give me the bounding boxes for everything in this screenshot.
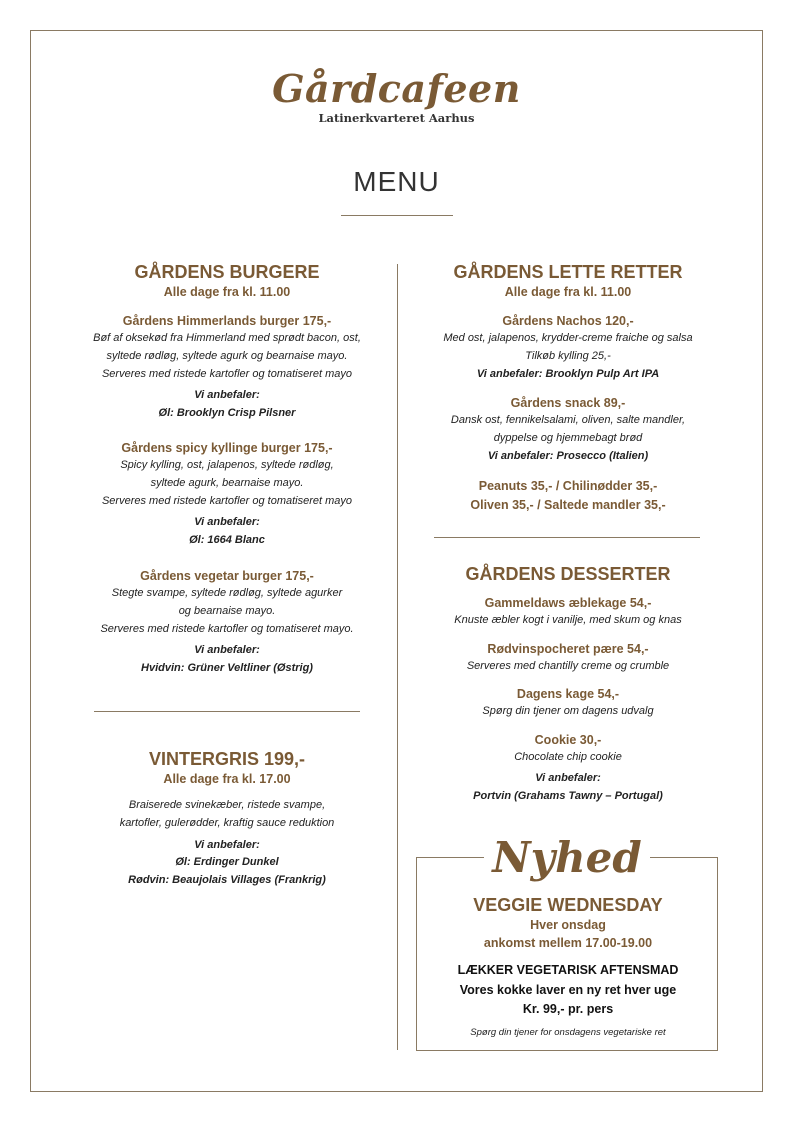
menu-title: MENU — [353, 166, 440, 197]
desserts-heading: GÅRDENS DESSERTER — [465, 564, 671, 584]
menu-title-rule — [341, 215, 453, 216]
brand-logo: Gårdcafeen — [272, 66, 521, 111]
veggie-price: Kr. 99,- pr. pers — [522, 1002, 614, 1016]
desserts-heading-wrap — [418, 563, 718, 585]
item-desc-line: Dansk ost, fennikelsalami, oliven, salte mandler, — [450, 414, 686, 426]
item-name: Rødvinspocheret pære 54,- — [487, 642, 649, 656]
item-desc: Chocolate chip cookie — [514, 751, 622, 763]
light-item-snack — [418, 394, 718, 465]
dessert-item — [418, 640, 718, 676]
vintergris-section — [74, 748, 380, 890]
item-desc-line: dyppelse og hjemmebagt brød — [493, 431, 643, 444]
burger-desc-line: syltede agurk, bearnaise mayo. — [150, 476, 304, 489]
item-name: Cookie 30,- — [534, 733, 602, 747]
nyhed-title: Nyhed — [492, 833, 642, 882]
extras-line: Oliven 35,- / Saltede mandler 35,- — [470, 498, 666, 512]
dessert-item — [418, 594, 718, 630]
recommend-value: Hvidvin: Grüner Veltliner (Østrig) — [141, 662, 313, 675]
recommend-label: Vi anbefaler: — [194, 838, 260, 851]
item-desc: Spørg din tjener om dagens udvalg — [482, 705, 654, 717]
item-desc: Serveres med chantilly creme og crumble — [466, 660, 670, 672]
veggie-line: LÆKKER VEGETARISK AFTENSMAD — [457, 963, 679, 977]
item-name: Gårdens snack 89,- — [510, 396, 626, 410]
light-heading: GÅRDENS LETTE RETTER — [453, 262, 683, 282]
veggie-wednesday — [418, 894, 718, 1040]
item-desc-line: Tilkøb kylling 25,- — [525, 349, 611, 362]
burger-desc-line: Serveres med ristede kartofler og tomatiseret mayo — [101, 367, 353, 380]
burger-item — [74, 312, 380, 423]
recommend-value: Øl: Erdinger Dunkel — [175, 856, 279, 869]
recommend-value: Portvin (Grahams Tawny – Portugal) — [473, 789, 663, 802]
item-name: Dagens kage 54,- — [516, 687, 620, 701]
light-item-nachos — [418, 312, 718, 383]
burger-desc-line: Serveres med ristede kartofler og tomatiseret mayo. — [100, 622, 354, 635]
light-section — [418, 261, 718, 301]
vintergris-hours: Alle dage fra kl. 17.00 — [163, 772, 291, 786]
burger-item — [74, 567, 380, 678]
section-divider — [94, 711, 360, 712]
dessert-item — [418, 731, 718, 805]
column-divider — [397, 264, 398, 1050]
recommend-value: Øl: 1664 Blanc — [189, 534, 265, 547]
burger-desc-line: Spicy kylling, ost, jalapenos, syltede rødløg, — [120, 459, 334, 471]
burger-item — [74, 439, 380, 550]
burger-desc-line: og bearnaise mayo. — [178, 604, 276, 617]
burger-name: Gårdens vegetar burger 175,- — [140, 569, 314, 583]
vintergris-desc-line: kartofler, gulerødder, kraftig sauce reduktion — [119, 816, 335, 829]
recommend-label: Vi anbefaler: — [535, 771, 601, 784]
light-extras — [418, 477, 718, 515]
section-divider — [434, 537, 700, 538]
veggie-note: Spørg din tjener for onsdagens vegetariske ret — [470, 1026, 666, 1038]
recommend-label: Vi anbefaler: — [194, 644, 260, 657]
vintergris-desc-line: Braiserede svinekæber, ristede svampe, — [128, 799, 326, 811]
recommend-label: Vi anbefaler: — [194, 389, 260, 402]
recommend-label: Vi anbefaler: — [194, 516, 260, 529]
burger-desc-line: syltede rødløg, syltede agurk og bearnaise mayo. — [106, 349, 348, 362]
veggie-when: Hver onsdag — [530, 918, 606, 932]
recommend-value: Vi anbefaler: Brooklyn Pulp Art IPA — [476, 367, 660, 380]
burger-desc-line: Bøf af oksekød fra Himmerland med sprødt bacon, ost, — [93, 332, 361, 344]
burger-desc-line: Serveres med ristede kartofler og tomatiseret mayo — [101, 494, 353, 507]
burger-name: Gårdens spicy kyllinge burger 175,- — [121, 441, 333, 455]
item-desc-line: Med ost, jalapenos, krydder-creme fraiche og salsa — [443, 332, 693, 344]
recommend-value: Vi anbefaler: Prosecco (Italien) — [487, 449, 649, 462]
brand-subtitle: Latinerkvarteret Aarhus — [318, 111, 475, 125]
recommend-value: Øl: Brooklyn Crisp Pilsner — [158, 407, 296, 420]
recommend-value: Rødvin: Beaujolais Villages (Frankrig) — [128, 874, 326, 887]
extras-line: Peanuts 35,- / Chilinødder 35,- — [478, 479, 658, 493]
item-desc: Knuste æbler kogt i vanilje, med skum og knas — [454, 614, 682, 626]
burgers-heading: GÅRDENS BURGERE — [134, 262, 320, 282]
item-name: Gårdens Nachos 120,- — [502, 314, 634, 328]
burger-desc-line: Stegte svampe, syltede rødløg, syltede agurker — [111, 587, 343, 599]
vintergris-heading: VINTERGRIS 199,- — [148, 749, 306, 769]
burgers-section — [74, 261, 380, 301]
light-hours: Alle dage fra kl. 11.00 — [504, 285, 632, 299]
burger-name: Gårdens Himmerlands burger 175,- — [122, 314, 332, 328]
dessert-item — [418, 685, 718, 721]
veggie-line: Vores kokke laver en ny ret hver uge — [459, 982, 677, 997]
burgers-hours: Alle dage fra kl. 11.00 — [163, 285, 291, 299]
item-name: Gammeldaws æblekage 54,- — [484, 596, 652, 610]
veggie-heading: VEGGIE WEDNESDAY — [473, 895, 663, 915]
veggie-arrival: ankomst mellem 17.00-19.00 — [483, 936, 653, 950]
